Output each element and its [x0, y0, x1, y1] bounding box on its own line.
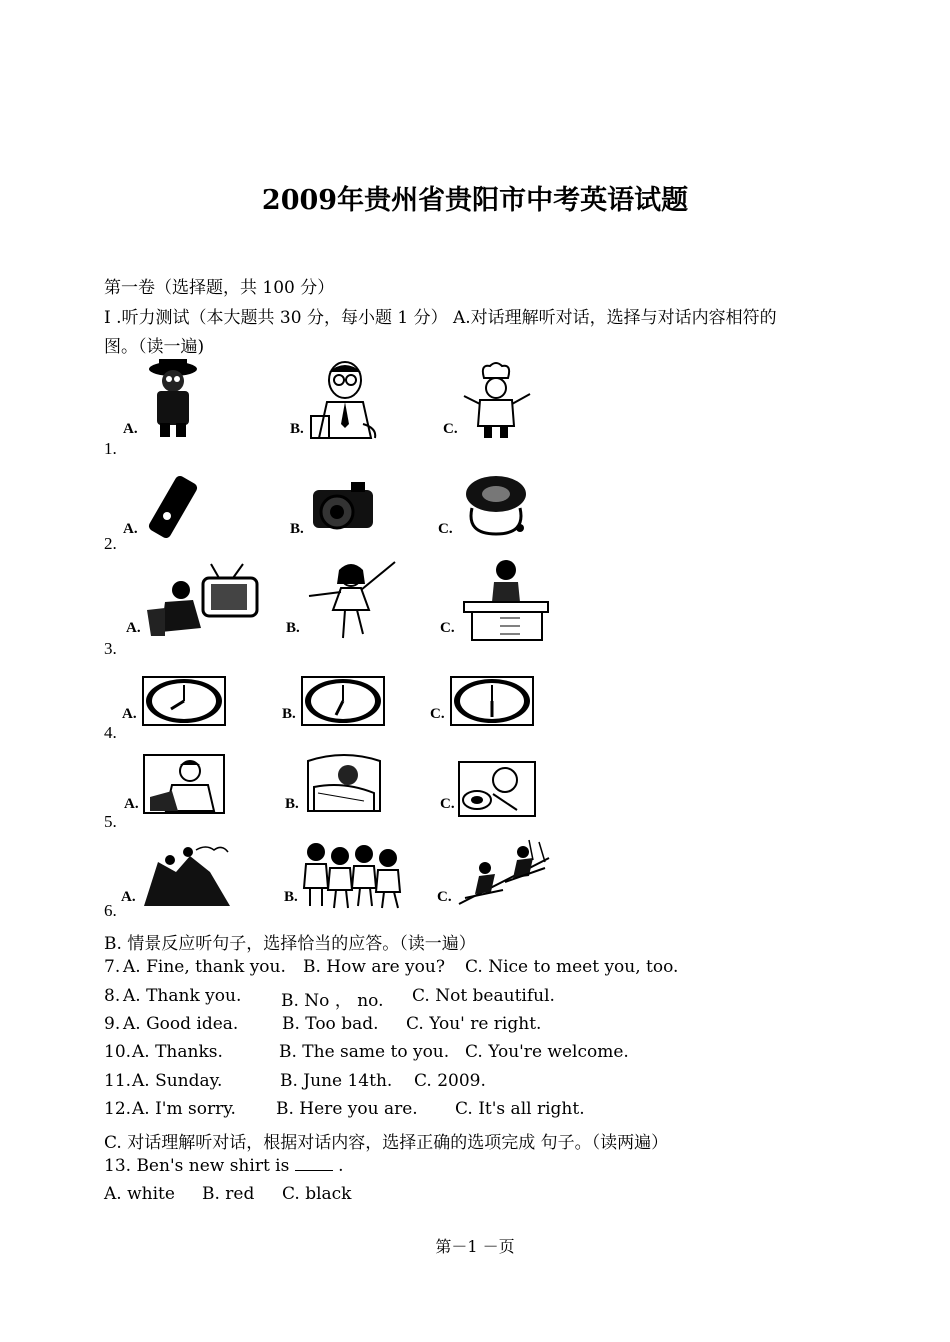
mobile-phone-image: [143, 472, 207, 542]
option-a: A. white: [104, 1184, 175, 1204]
option-label: A.: [123, 521, 138, 537]
option-c: C. You're welcome.: [465, 1042, 629, 1062]
option-a: A. I'm sorry.: [132, 1099, 236, 1119]
option-label: B.: [282, 706, 296, 722]
question-number: 7.: [104, 957, 121, 977]
camera-image: [307, 476, 385, 538]
page-title: 2009年贵州省贵阳市中考英语试题: [261, 185, 689, 216]
option-c: C. You' re right.: [406, 1014, 542, 1034]
option-a: A. Thanks.: [132, 1042, 223, 1062]
section-a-heading-cont: 图。（读一遍): [104, 337, 205, 357]
option-c: C. Not beautiful.: [412, 986, 555, 1006]
option-b: B. How are you?: [303, 957, 445, 977]
question-number: 11.: [104, 1071, 132, 1091]
people-climbing-image: [140, 842, 234, 908]
boy-eating-image: [457, 758, 537, 818]
question-end: .: [338, 1156, 344, 1176]
question-number: 3.: [104, 639, 117, 658]
boy-reading-image: [142, 753, 226, 815]
option-label: A.: [126, 620, 141, 636]
cd-player-image: [462, 472, 534, 542]
question-number: 9.: [104, 1014, 121, 1034]
option-a: A. Good idea.: [123, 1014, 239, 1034]
question-13-stem: [104, 1156, 344, 1176]
option-b: B. No ， no.: [281, 991, 384, 1011]
clock-eight-image: [141, 675, 227, 727]
option-label: B.: [285, 796, 299, 812]
question-number: 4.: [104, 723, 117, 742]
person-watching-tv-image: [141, 560, 263, 640]
option-c: C. It's all right.: [455, 1099, 585, 1119]
question-row: [104, 986, 555, 1011]
man-in-hat-image: [142, 355, 204, 439]
question-number: 6.: [104, 901, 117, 920]
question-number: 5.: [104, 812, 117, 831]
option-c: C. black: [282, 1184, 352, 1204]
option-label: A.: [123, 421, 138, 437]
page-number: 第－1 －页: [435, 1237, 515, 1256]
boy-at-desk-image: [460, 552, 552, 642]
option-label: B.: [290, 421, 304, 437]
option-c: C. 2009.: [414, 1071, 486, 1091]
section-b-heading: B. 情景反应听句子，选择恰当的应答。（读一遍）: [104, 934, 476, 954]
answer-blank: [295, 1156, 333, 1171]
option-b: B. Too bad.: [282, 1014, 379, 1034]
option-b: B. red: [202, 1184, 255, 1204]
option-label: C.: [440, 796, 455, 812]
option-b: B. The same to you.: [279, 1042, 450, 1062]
option-b: B. June 14th.: [280, 1071, 393, 1091]
children-group-image: [300, 838, 406, 910]
question-row: [104, 1071, 486, 1091]
question-row: [104, 1042, 629, 1062]
option-label: B.: [290, 521, 304, 537]
question-row: [104, 1099, 585, 1119]
option-a: A. Thank you.: [123, 986, 242, 1006]
clock-seven-image: [300, 675, 386, 727]
option-label: C.: [438, 521, 453, 537]
option-label: C.: [443, 421, 458, 437]
question-row: [104, 1184, 352, 1204]
question-number: 1.: [104, 439, 117, 458]
girl-dancing-image: [303, 558, 403, 642]
section-a-heading: I .听力测试（本大题共 30 分，每小题 1 分） A.对话理解听对话，选择与对话内容相符的: [104, 308, 777, 328]
question-number: 2.: [104, 534, 117, 553]
question-number: 12.: [104, 1099, 132, 1119]
man-with-glasses-image: [305, 358, 383, 442]
question-row: [104, 1014, 542, 1034]
option-b: B. Here you are.: [276, 1099, 418, 1119]
chef-image: [458, 360, 536, 440]
boy-sleeping-image: [304, 753, 384, 815]
option-label: C.: [430, 706, 445, 722]
clock-six-image: [449, 675, 535, 727]
question-row: [104, 957, 679, 977]
part-heading: 第一卷（选择题，共 100 分）: [104, 278, 335, 298]
option-a: A. Fine, thank you.: [123, 957, 286, 977]
question-text: 13. Ben's new shirt is: [104, 1156, 290, 1176]
option-label: B.: [284, 889, 298, 905]
question-number: 10.: [104, 1042, 132, 1062]
option-label: B.: [286, 620, 300, 636]
option-label: C.: [437, 889, 452, 905]
option-label: A.: [122, 706, 137, 722]
option-label: C.: [440, 620, 455, 636]
option-label: A.: [124, 796, 139, 812]
option-c: C. Nice to meet you, too.: [465, 957, 679, 977]
option-label: A.: [121, 889, 136, 905]
option-a: A. Sunday.: [132, 1071, 223, 1091]
people-skiing-image: [455, 838, 553, 908]
section-c-heading: C. 对话理解听对话，根据对话内容，选择正确的选项完成 句子。（读两遍）: [104, 1133, 669, 1153]
question-number: 8.: [104, 986, 121, 1006]
